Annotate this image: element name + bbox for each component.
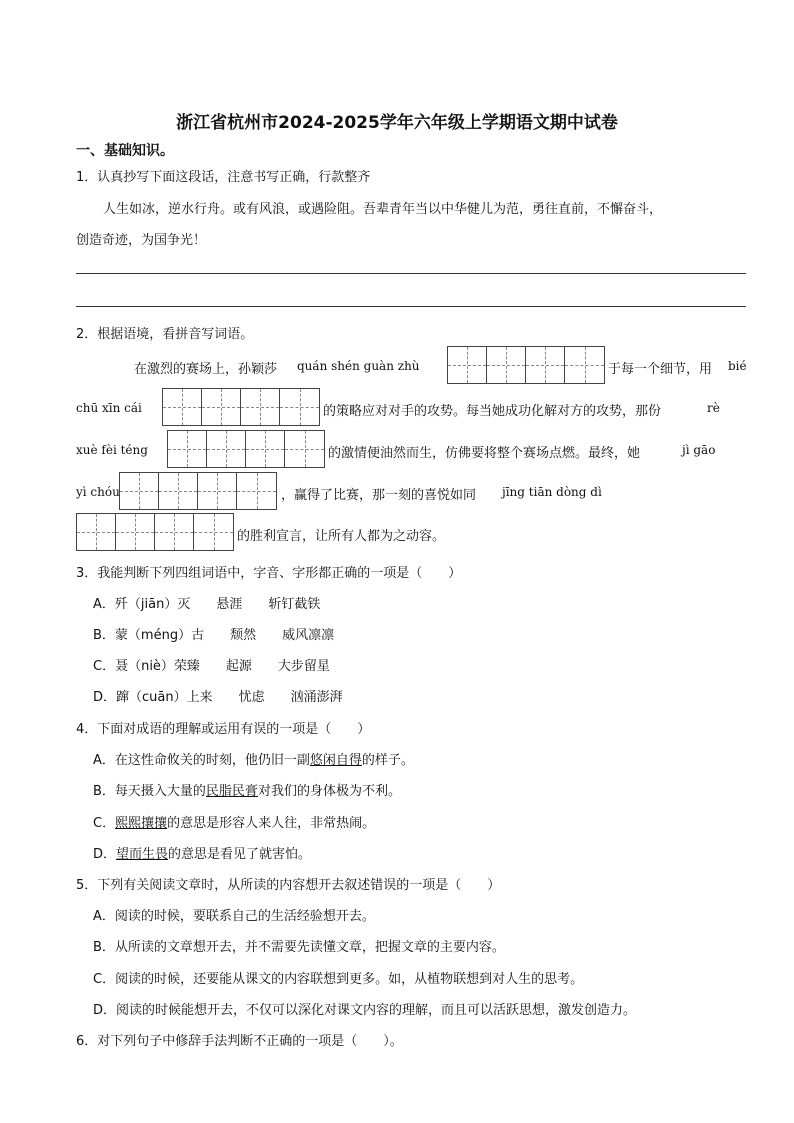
underlined-idiom: 熙熙攘攘: [115, 816, 168, 831]
question-3-option-b[interactable]: B．蒙（méng）古 颓然 威风凛凛: [93, 628, 335, 643]
question-1-passage-line-2: 创造奇迹，为国争光！: [76, 233, 207, 248]
writing-line-1[interactable]: [76, 273, 746, 274]
question-4-option-d[interactable]: D．望而生畏的意思是看见了就害怕。: [93, 847, 312, 862]
pinyin-2a: bié: [728, 359, 747, 373]
context-text-6: 的胜利宣言，让所有人都为之动容。: [237, 529, 446, 544]
question-4-option-c[interactable]: C．熙熙攘攘的意思是形容人来人往，非常热闹。: [93, 816, 376, 831]
pinyin-4a: jì gāo: [682, 443, 716, 457]
pinyin-4b: yì chóu: [76, 485, 120, 499]
pinyin-3b: xuè fèi téng: [76, 443, 148, 457]
pinyin-5: jīng tiān dòng dì: [502, 485, 602, 499]
question-3-option-c[interactable]: C．聂（niè）荣臻 起源 大步留星: [93, 659, 330, 674]
question-2-prompt: 2．根据语境，看拼音写词语。: [76, 327, 254, 342]
question-3-option-a[interactable]: A．歼（jiān）灭 悬涯 斩钉截铁: [93, 597, 321, 612]
underlined-idiom: 望而生畏: [116, 847, 169, 862]
context-text-2: 于每一个细节，用: [608, 362, 713, 377]
pinyin-2b: chū xīn cái: [76, 401, 142, 415]
context-text-1: 在激烈的赛场上，孙颖莎: [134, 362, 278, 377]
question-5-option-b[interactable]: B．从所读的文章想开去，并不需要先读懂文章，把握文章的主要内容。: [93, 940, 505, 955]
question-5-option-a[interactable]: A．阅读的时候，要联系自己的生活经验想开去。: [93, 909, 375, 924]
answer-grid-4[interactable]: [119, 472, 277, 510]
question-4-prompt: 4．下面对成语的理解或运用有误的一项是（ ）: [76, 722, 371, 737]
question-5-option-c[interactable]: C．阅读的时候，还要能从课文的内容联想到更多。如，从植物联想到对人生的思考。: [93, 972, 584, 987]
context-text-3: 的策略应对对手的攻势。每当她成功化解对方的攻势，那份: [323, 404, 662, 419]
question-5-prompt: 5．下列有关阅读文章时，从所读的内容想开去叙述错误的一项是（ ）: [76, 878, 501, 893]
question-5-option-d[interactable]: D．阅读的时候能想开去，不仅可以深化对课文内容的理解，而且可以活跃思想，激发创造力。: [93, 1003, 637, 1018]
question-1-passage-line-1: 人生如冰，逆水行舟。或有风浪，或遇险阻。吾辈青年当以中华健儿为范，勇往直前，不懈奋斗，: [103, 202, 663, 217]
question-4-option-b[interactable]: B．每天摄入大量的民脂民膏对我们的身体极为不利。: [93, 784, 401, 799]
context-text-5: ，赢得了比赛，那一刻的喜悦如同: [281, 488, 477, 503]
question-1-prompt: 1．认真抄写下面这段话，注意书写正确，行款整齐: [76, 170, 371, 185]
answer-grid-1[interactable]: [447, 346, 605, 384]
page-title: 浙江省杭州市2024-2025学年六年级上学期语文期中试卷: [176, 113, 618, 133]
question-4-option-a[interactable]: A．在这性命攸关的时刻，他仍旧一副悠闲自得的样子。: [93, 753, 414, 768]
answer-grid-3[interactable]: [167, 430, 325, 468]
question-3-option-d[interactable]: D．蹿（cuān）上来 忧虑 汹涌澎湃: [93, 690, 343, 705]
pinyin-1: quán shén guàn zhù: [297, 359, 420, 373]
answer-grid-5[interactable]: [76, 513, 234, 551]
question-3-prompt: 3．我能判断下列四组词语中，字音、字形都正确的一项是（ ）: [76, 566, 462, 581]
writing-line-2[interactable]: [76, 306, 746, 307]
question-6-prompt: 6．对下列句子中修辞手法判断不正确的一项是（ ）。: [76, 1034, 403, 1049]
answer-grid-2[interactable]: [162, 388, 320, 426]
context-text-4: 的激情便油然而生，仿佛要将整个赛场点燃。最终，她: [328, 446, 641, 461]
underlined-idiom: 民脂民膏: [205, 784, 258, 799]
underlined-idiom: 悠闲自得: [309, 753, 362, 768]
section-heading: 一、基础知识。: [76, 143, 174, 159]
pinyin-3a: rè: [707, 401, 720, 415]
